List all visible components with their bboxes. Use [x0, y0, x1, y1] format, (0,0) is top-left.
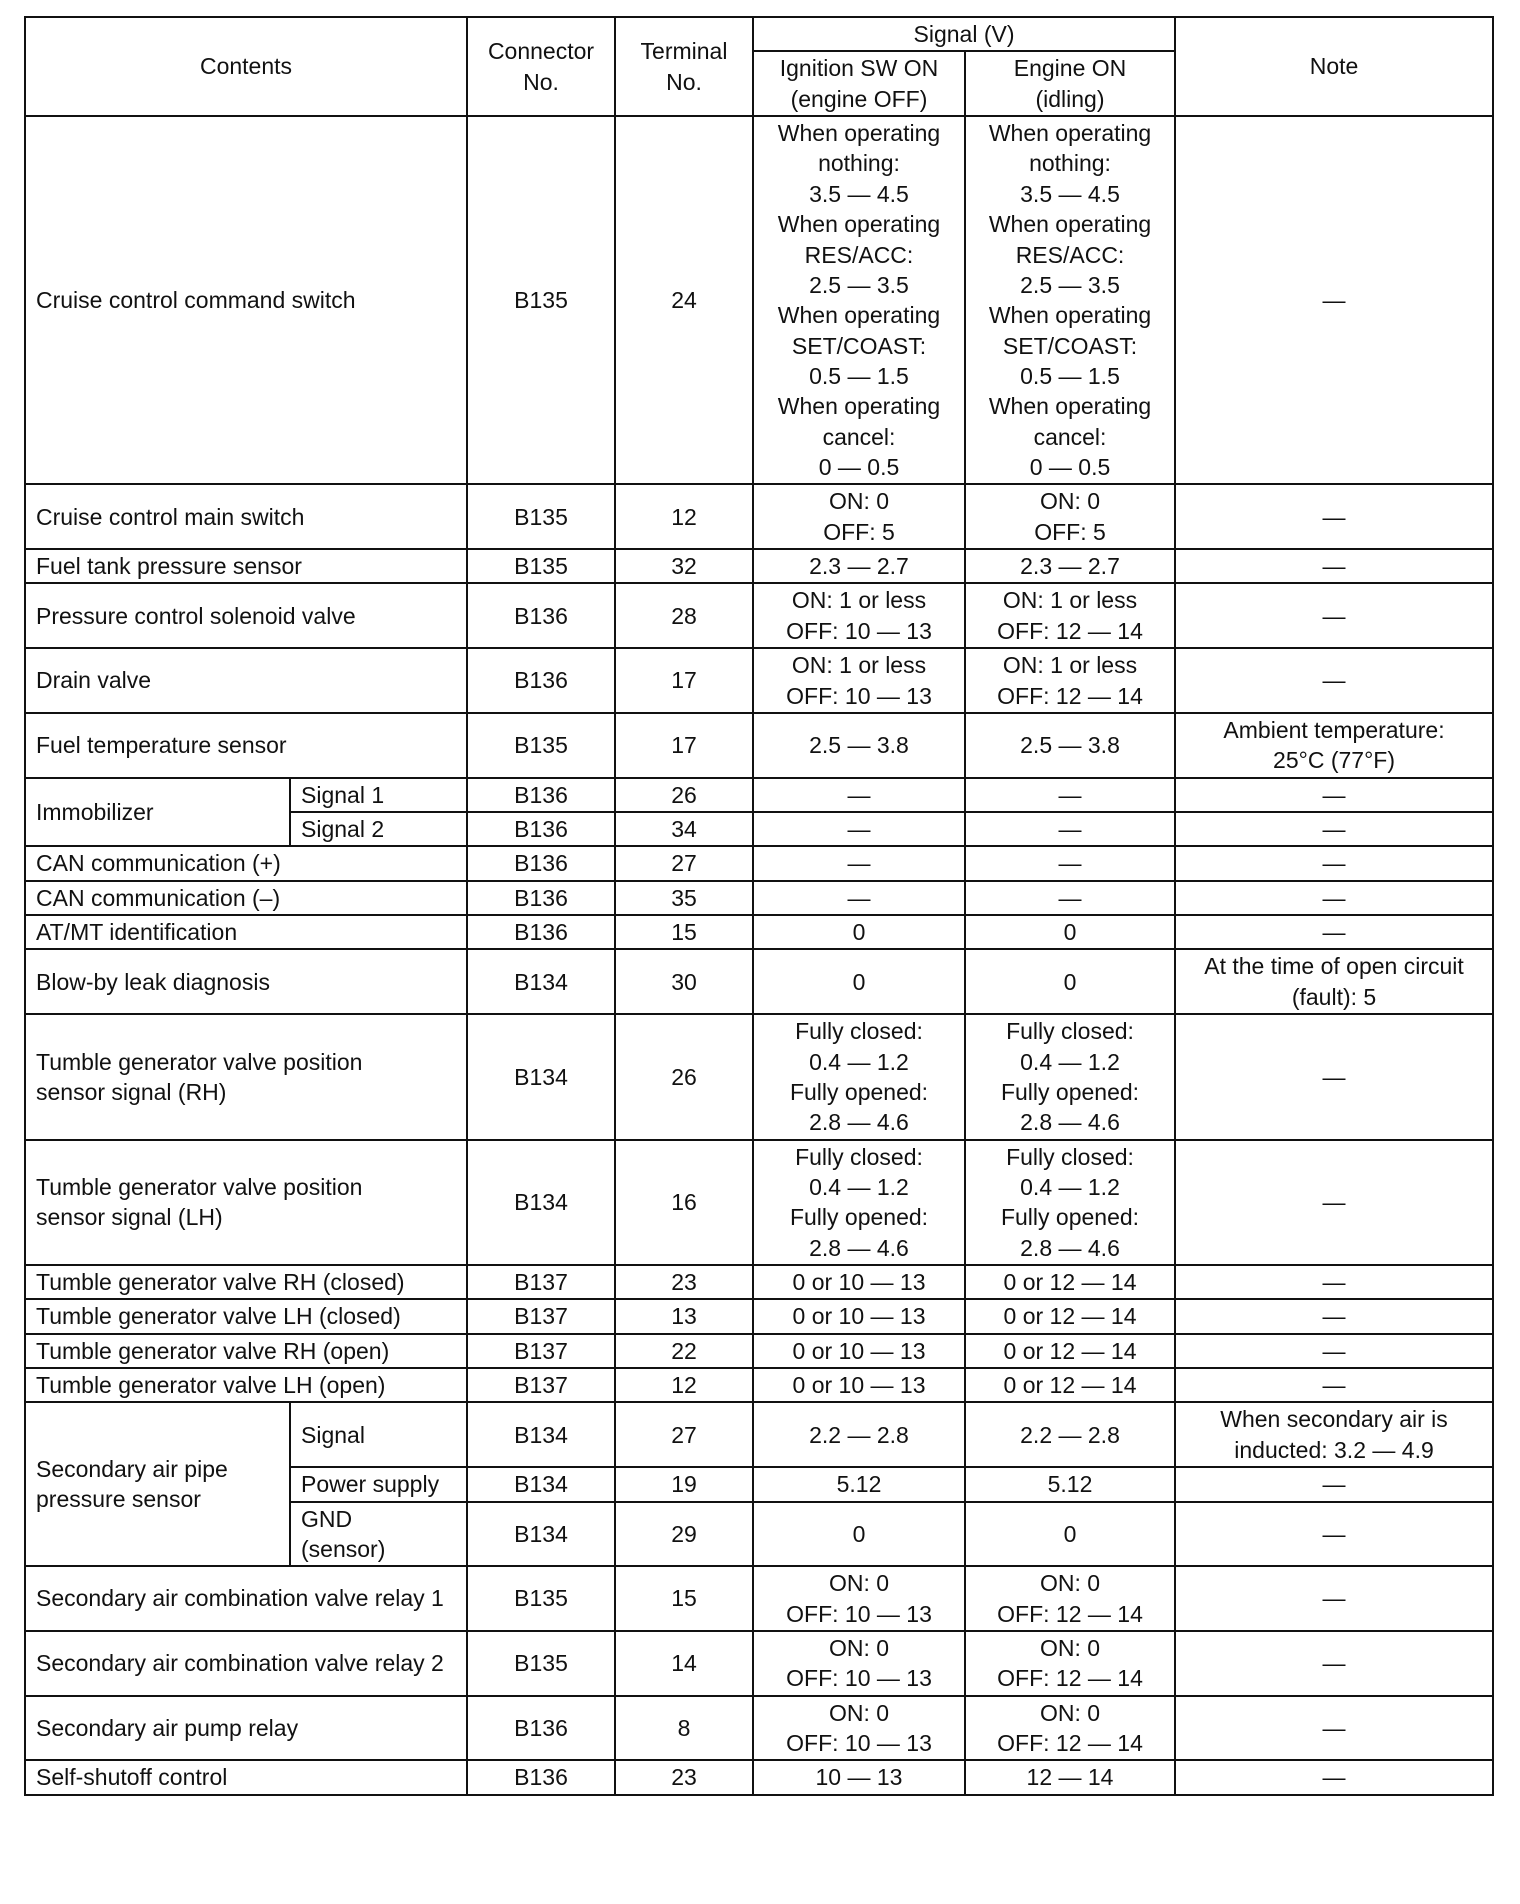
note-cell: —: [1175, 1566, 1493, 1631]
table-row: [25, 583, 1493, 648]
table-row: [25, 881, 1493, 915]
engine-signal-cell: 0: [965, 949, 1175, 1014]
contents-cell: Blow-by leak diagnosis: [25, 949, 467, 1014]
engine-signal-cell: Fully closed: 0.4 — 1.2 Fully opened: 2.8 — 4.6: [965, 1140, 1175, 1265]
header-note: Note: [1175, 17, 1493, 116]
connector-cell: B136: [467, 648, 615, 713]
engine-signal-cell: —: [965, 778, 1175, 812]
note-cell: —: [1175, 1467, 1493, 1501]
contents-cell: Tumble generator valve position sensor signal (RH): [25, 1014, 467, 1139]
note-cell: —: [1175, 1502, 1493, 1567]
header-engine-on: Engine ON (idling): [965, 51, 1175, 116]
note-cell: —: [1175, 881, 1493, 915]
table-row: [25, 1631, 1493, 1696]
note-cell: At the time of open circuit (fault): 5: [1175, 949, 1493, 1014]
ignition-signal-cell: ON: 0 OFF: 5: [753, 484, 965, 549]
note-cell: —: [1175, 846, 1493, 880]
note-cell: —: [1175, 778, 1493, 812]
contents-cell: Secondary air pump relay: [25, 1696, 467, 1761]
sub-contents-cell: Signal 1: [290, 778, 467, 812]
table-row: [25, 116, 1493, 484]
connector-cell: B135: [467, 713, 615, 778]
terminal-cell: 32: [615, 549, 753, 583]
contents-cell: Fuel temperature sensor: [25, 713, 467, 778]
terminal-cell: 12: [615, 484, 753, 549]
connector-cell: B135: [467, 1566, 615, 1631]
sub-contents-cell: Power supply: [290, 1467, 467, 1501]
connector-cell: B136: [467, 583, 615, 648]
connector-cell: B137: [467, 1334, 615, 1368]
engine-signal-cell: When operating nothing: 3.5 — 4.5 When operating RES/ACC: 2.5 — 3.5 When operating SET/COAST: 0.5 — 1.5 When operating cancel: 0 — 0.5: [965, 116, 1175, 484]
engine-signal-cell: 5.12: [965, 1467, 1175, 1501]
header-connector-no: Connector No.: [467, 17, 615, 116]
header-signal: Signal (V): [753, 17, 1175, 51]
terminal-cell: 17: [615, 713, 753, 778]
header-terminal-no: Terminal No.: [615, 17, 753, 116]
ignition-signal-cell: Fully closed: 0.4 — 1.2 Fully opened: 2.8 — 4.6: [753, 1014, 965, 1139]
terminal-cell: 15: [615, 915, 753, 949]
sub-contents-cell: GND (sensor): [290, 1502, 467, 1567]
note-cell: —: [1175, 648, 1493, 713]
table-row: [25, 846, 1493, 880]
ignition-signal-cell: —: [753, 881, 965, 915]
terminal-cell: 22: [615, 1334, 753, 1368]
table-row: [25, 1696, 1493, 1761]
contents-cell: Tumble generator valve LH (closed): [25, 1299, 467, 1333]
note-cell: —: [1175, 1334, 1493, 1368]
terminal-cell: 24: [615, 116, 753, 484]
connector-cell: B135: [467, 484, 615, 549]
engine-signal-cell: ON: 0 OFF: 12 — 14: [965, 1566, 1175, 1631]
engine-signal-cell: 2.5 — 3.8: [965, 713, 1175, 778]
terminal-cell: 29: [615, 1502, 753, 1567]
table-row: [25, 713, 1493, 778]
ignition-signal-cell: —: [753, 778, 965, 812]
connector-cell: B136: [467, 812, 615, 846]
note-cell: —: [1175, 484, 1493, 549]
table-row: [25, 915, 1493, 949]
engine-signal-cell: 0 or 12 — 14: [965, 1368, 1175, 1402]
connector-cell: B136: [467, 1696, 615, 1761]
note-cell: When secondary air is inducted: 3.2 — 4.9: [1175, 1402, 1493, 1467]
engine-signal-cell: 0 or 12 — 14: [965, 1265, 1175, 1299]
engine-signal-cell: ON: 0 OFF: 12 — 14: [965, 1696, 1175, 1761]
engine-signal-cell: ON: 1 or less OFF: 12 — 14: [965, 648, 1175, 713]
ignition-signal-cell: —: [753, 812, 965, 846]
connector-cell: B134: [467, 1014, 615, 1139]
terminal-cell: 26: [615, 1014, 753, 1139]
contents-cell: Tumble generator valve LH (open): [25, 1368, 467, 1402]
contents-cell: Cruise control command switch: [25, 116, 467, 484]
note-cell: —: [1175, 1631, 1493, 1696]
ignition-signal-cell: ON: 1 or less OFF: 10 — 13: [753, 648, 965, 713]
engine-signal-cell: ON: 0 OFF: 5: [965, 484, 1175, 549]
terminal-cell: 12: [615, 1368, 753, 1402]
contents-cell: CAN communication (–): [25, 881, 467, 915]
group-contents-cell: Secondary air pipe pressure sensor: [25, 1402, 290, 1566]
ignition-signal-cell: 0: [753, 1502, 965, 1567]
table-row: [25, 1566, 1493, 1631]
engine-signal-cell: ON: 0 OFF: 12 — 14: [965, 1631, 1175, 1696]
ignition-signal-cell: ON: 0 OFF: 10 — 13: [753, 1566, 965, 1631]
connector-cell: B136: [467, 881, 615, 915]
contents-cell: Drain valve: [25, 648, 467, 713]
note-cell: —: [1175, 1368, 1493, 1402]
ignition-signal-cell: 2.2 — 2.8: [753, 1402, 965, 1467]
terminal-cell: 27: [615, 1402, 753, 1467]
note-cell: —: [1175, 1014, 1493, 1139]
header-ignition-sw-on: Ignition SW ON (engine OFF): [753, 51, 965, 116]
table-row: [25, 949, 1493, 1014]
engine-signal-cell: ON: 1 or less OFF: 12 — 14: [965, 583, 1175, 648]
engine-signal-cell: 2.2 — 2.8: [965, 1402, 1175, 1467]
note-cell: —: [1175, 1760, 1493, 1794]
connector-cell: B134: [467, 1502, 615, 1567]
terminal-cell: 8: [615, 1696, 753, 1761]
ignition-signal-cell: —: [753, 846, 965, 880]
connector-cell: B135: [467, 116, 615, 484]
ignition-signal-cell: 10 — 13: [753, 1760, 965, 1794]
note-cell: —: [1175, 1140, 1493, 1265]
spec-table-container: [24, 16, 1492, 1796]
note-cell: —: [1175, 116, 1493, 484]
engine-signal-cell: —: [965, 812, 1175, 846]
engine-signal-cell: —: [965, 881, 1175, 915]
header-row-1: [25, 17, 1493, 51]
ignition-signal-cell: 2.5 — 3.8: [753, 713, 965, 778]
terminal-cell: 16: [615, 1140, 753, 1265]
note-cell: —: [1175, 583, 1493, 648]
note-cell: —: [1175, 549, 1493, 583]
contents-cell: Self-shutoff control: [25, 1760, 467, 1794]
connector-cell: B137: [467, 1299, 615, 1333]
table-row: [25, 1368, 1493, 1402]
ignition-signal-cell: 0 or 10 — 13: [753, 1334, 965, 1368]
table-row: [25, 1014, 1493, 1139]
sub-contents-cell: Signal: [290, 1402, 467, 1467]
table-row: [25, 1402, 1493, 1467]
ignition-signal-cell: 0 or 10 — 13: [753, 1265, 965, 1299]
terminal-cell: 23: [615, 1760, 753, 1794]
connector-cell: B134: [467, 949, 615, 1014]
ignition-signal-cell: Fully closed: 0.4 — 1.2 Fully opened: 2.8 — 4.6: [753, 1140, 965, 1265]
note-cell: —: [1175, 915, 1493, 949]
table-row: [25, 778, 1493, 812]
engine-signal-cell: 0 or 12 — 14: [965, 1299, 1175, 1333]
contents-cell: Tumble generator valve RH (open): [25, 1334, 467, 1368]
connector-cell: B137: [467, 1368, 615, 1402]
connector-cell: B136: [467, 1760, 615, 1794]
connector-cell: B134: [467, 1402, 615, 1467]
contents-cell: Pressure control solenoid valve: [25, 583, 467, 648]
engine-signal-cell: 0 or 12 — 14: [965, 1334, 1175, 1368]
ignition-signal-cell: 0: [753, 949, 965, 1014]
contents-cell: CAN communication (+): [25, 846, 467, 880]
terminal-cell: 19: [615, 1467, 753, 1501]
terminal-cell: 28: [615, 583, 753, 648]
engine-signal-cell: 0: [965, 915, 1175, 949]
table-row: [25, 1299, 1493, 1333]
ignition-signal-cell: 0: [753, 915, 965, 949]
contents-cell: AT/MT identification: [25, 915, 467, 949]
connector-cell: B136: [467, 778, 615, 812]
connector-cell: B136: [467, 915, 615, 949]
terminal-cell: 34: [615, 812, 753, 846]
contents-cell: Tumble generator valve position sensor signal (LH): [25, 1140, 467, 1265]
connector-cell: B135: [467, 549, 615, 583]
table-row: [25, 549, 1493, 583]
table-row: [25, 648, 1493, 713]
engine-signal-cell: —: [965, 846, 1175, 880]
table-row: [25, 1334, 1493, 1368]
ignition-signal-cell: 0 or 10 — 13: [753, 1299, 965, 1333]
engine-signal-cell: 0: [965, 1502, 1175, 1567]
ignition-signal-cell: ON: 1 or less OFF: 10 — 13: [753, 583, 965, 648]
table-row: [25, 484, 1493, 549]
ignition-signal-cell: 2.3 — 2.7: [753, 549, 965, 583]
terminal-cell: 27: [615, 846, 753, 880]
note-cell: —: [1175, 1696, 1493, 1761]
ignition-signal-cell: 5.12: [753, 1467, 965, 1501]
contents-cell: Fuel tank pressure sensor: [25, 549, 467, 583]
ignition-signal-cell: ON: 0 OFF: 10 — 13: [753, 1696, 965, 1761]
table-row: [25, 1265, 1493, 1299]
ignition-signal-cell: ON: 0 OFF: 10 — 13: [753, 1631, 965, 1696]
contents-cell: Tumble generator valve RH (closed): [25, 1265, 467, 1299]
terminal-cell: 35: [615, 881, 753, 915]
note-cell: —: [1175, 1299, 1493, 1333]
contents-cell: Cruise control main switch: [25, 484, 467, 549]
ignition-signal-cell: When operating nothing: 3.5 — 4.5 When operating RES/ACC: 2.5 — 3.5 When operating SET/COAST: 0.5 — 1.5 When operating cancel: 0 — 0.5: [753, 116, 965, 484]
engine-signal-cell: 12 — 14: [965, 1760, 1175, 1794]
connector-cell: B134: [467, 1467, 615, 1501]
connector-cell: B136: [467, 846, 615, 880]
header-contents: Contents: [25, 17, 467, 116]
engine-signal-cell: 2.3 — 2.7: [965, 549, 1175, 583]
sub-contents-cell: Signal 2: [290, 812, 467, 846]
note-cell: —: [1175, 1265, 1493, 1299]
note-cell: Ambient temperature: 25°C (77°F): [1175, 713, 1493, 778]
ignition-signal-cell: 0 or 10 — 13: [753, 1368, 965, 1402]
terminal-cell: 23: [615, 1265, 753, 1299]
contents-cell: Secondary air combination valve relay 2: [25, 1631, 467, 1696]
connector-cell: B135: [467, 1631, 615, 1696]
note-cell: —: [1175, 812, 1493, 846]
terminal-cell: 26: [615, 778, 753, 812]
engine-signal-cell: Fully closed: 0.4 — 1.2 Fully opened: 2.8 — 4.6: [965, 1014, 1175, 1139]
terminal-cell: 30: [615, 949, 753, 1014]
terminal-cell: 17: [615, 648, 753, 713]
table-row: [25, 1760, 1493, 1794]
ecm-io-signal-table: [24, 16, 1494, 1796]
group-contents-cell: Immobilizer: [25, 778, 290, 847]
table-row: [25, 1140, 1493, 1265]
connector-cell: B137: [467, 1265, 615, 1299]
contents-cell: Secondary air combination valve relay 1: [25, 1566, 467, 1631]
terminal-cell: 14: [615, 1631, 753, 1696]
connector-cell: B134: [467, 1140, 615, 1265]
terminal-cell: 15: [615, 1566, 753, 1631]
terminal-cell: 13: [615, 1299, 753, 1333]
